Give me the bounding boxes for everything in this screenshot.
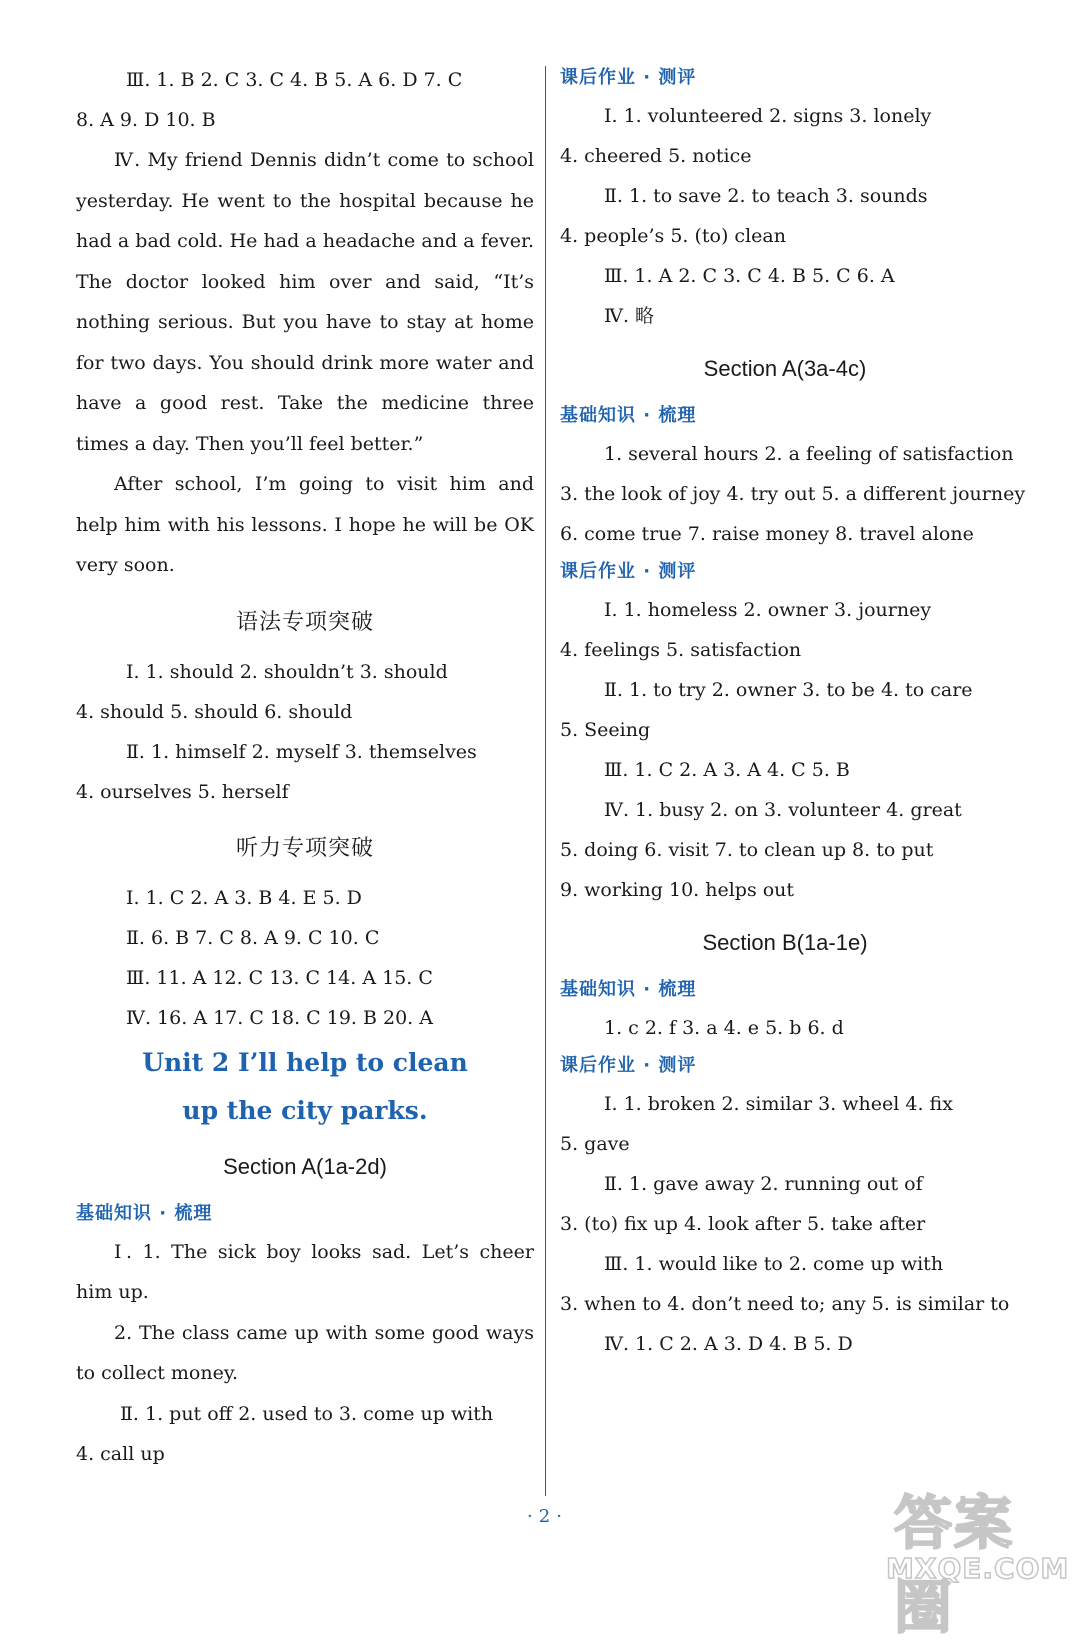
listening-line: Ⅰ. 1. C 2. A 3. B 4. E 5. D xyxy=(126,886,362,909)
listening-heading: 听力专项突破 xyxy=(235,835,374,861)
grammar-line: Ⅰ. 1. should 2. shouldn’t 3. should xyxy=(126,660,448,683)
footer-dot-right: · xyxy=(556,1506,562,1527)
homework-line: 5. Seeing xyxy=(560,719,651,741)
listening-line: Ⅱ. 6. B 7. C 8. A 9. C 10. C xyxy=(126,926,380,949)
homework-line: 5. doing 6. visit 7. to clean up 8. to put xyxy=(560,839,934,861)
column-divider xyxy=(545,66,546,1496)
section-heading: Section B(1a-1e) xyxy=(702,930,868,955)
tag-homework: 课后作业 · 测评 xyxy=(560,561,697,582)
grammar-line: 4. ourselves 5. herself xyxy=(76,780,289,803)
answers-iii-line-1: Ⅲ. 1. B 2. C 3. C 4. B 5. A 6. D 7. C xyxy=(126,69,463,91)
homework-line: 3. when to 4. don’t need to; any 5. is similar to xyxy=(560,1293,1010,1315)
tag-basic-knowledge: 基础知识 · 梳理 xyxy=(560,979,697,1000)
basic-line: 1. c 2. f 3. a 4. e 5. b 6. d xyxy=(604,1017,844,1039)
footer-dot-left: · xyxy=(527,1506,533,1527)
homework-line: Ⅱ. 1. gave away 2. running out of xyxy=(604,1173,923,1195)
sentence-answer-1: Ⅰ. 1. The sick boy looks sad. Let’s cheer him up. xyxy=(76,1240,534,1303)
tag-homework: 课后作业 · 测评 xyxy=(560,67,697,88)
homework-line: Ⅱ. 1. to try 2. owner 3. to be 4. to care xyxy=(604,679,973,701)
homework-line: Ⅳ. 1. C 2. A 3. D 4. B 5. D xyxy=(604,1333,853,1355)
phrase-answer-line: Ⅱ. 1. put off 2. used to 3. come up with xyxy=(120,1402,494,1425)
homework-line: 3. (to) fix up 4. look after 5. take after xyxy=(560,1213,926,1235)
watermark-logo xyxy=(886,1476,1070,1641)
homework-line: 4. cheered 5. notice xyxy=(560,145,752,167)
watermark-en-text: MXQE.COM xyxy=(886,1552,1070,1585)
basic-line: 6. come true 7. raise money 8. travel alone xyxy=(560,523,974,545)
unit-title-line-1: Unit 2 I’ll help to clean xyxy=(142,1047,468,1077)
phrase-answer-line: 4. call up xyxy=(76,1442,165,1465)
listening-line: Ⅲ. 11. A 12. C 13. C 14. A 15. C xyxy=(126,966,433,989)
homework-line: Ⅰ. 1. broken 2. similar 3. wheel 4. fix xyxy=(604,1093,953,1115)
left-column xyxy=(76,60,534,1474)
unit-title-line-2: up the city parks. xyxy=(182,1095,428,1125)
grammar-heading: 语法专项突破 xyxy=(235,609,374,635)
homework-line: 4. feelings 5. satisfaction xyxy=(560,639,802,661)
homework-line: 9. working 10. helps out xyxy=(560,879,795,901)
basic-line: 1. several hours 2. a feeling of satisfaction xyxy=(604,443,1014,465)
homework-line: Ⅳ. 略 xyxy=(604,305,655,327)
homework-line: Ⅲ. 1. A 2. C 3. C 4. B 5. C 6. A xyxy=(604,265,895,287)
homework-line: Ⅰ. 1. volunteered 2. signs 3. lonely xyxy=(604,105,932,127)
essay-paragraph-1: Ⅳ. My friend Dennis didn’t come to school yesterday. He went to the hospital because he had a bad cold. He had a headache and a fever. The doctor looked him over and said, “It’s nothing serious. But you have to stay at home for two days. You should drink more water and have a good rest. Take the medicine three times a day. Then you’ll feel better.” xyxy=(76,149,534,455)
section-heading: Section A(3a-4c) xyxy=(703,356,867,381)
homework-line: Ⅲ. 1. C 2. A 3. A 4. C 5. B xyxy=(604,759,850,781)
homework-line: 5. gave xyxy=(560,1133,630,1155)
grammar-line: 4. should 5. should 6. should xyxy=(76,700,353,723)
tag-homework: 课后作业 · 测评 xyxy=(560,1055,697,1076)
sentence-answer-2: 2. The class came up with some good ways to collect money. xyxy=(76,1321,534,1384)
watermark-cn-text: 答案圈 xyxy=(894,1489,1015,1641)
homework-line: Ⅱ. 1. to save 2. to teach 3. sounds xyxy=(604,185,928,207)
grammar-line: Ⅱ. 1. himself 2. myself 3. themselves xyxy=(126,740,477,763)
basic-line: 3. the look of joy 4. try out 5. a different journey xyxy=(560,483,1026,505)
tag-basic-knowledge: 基础知识 · 梳理 xyxy=(76,1202,213,1224)
homework-line: Ⅲ. 1. would like to 2. come up with xyxy=(604,1253,944,1275)
listening-line: Ⅳ. 16. A 17. C 18. C 19. B 20. A xyxy=(126,1006,433,1029)
homework-line: 4. people’s 5. (to) clean xyxy=(560,225,786,247)
essay-paragraph-2: After school, I’m going to visit him and help him with his lessons. I hope he will be OK very soon. xyxy=(76,473,534,576)
homework-line: Ⅰ. 1. homeless 2. owner 3. journey xyxy=(604,599,932,621)
section-heading: Section A(1a-2d) xyxy=(223,1153,387,1179)
page-number: 2 xyxy=(538,1506,551,1527)
answers-iii-line-2: 8. A 9. D 10. B xyxy=(76,109,216,131)
right-column xyxy=(560,60,1026,1364)
homework-line: Ⅳ. 1. busy 2. on 3. volunteer 4. great xyxy=(604,799,962,821)
tag-basic-knowledge: 基础知识 · 梳理 xyxy=(560,405,697,426)
